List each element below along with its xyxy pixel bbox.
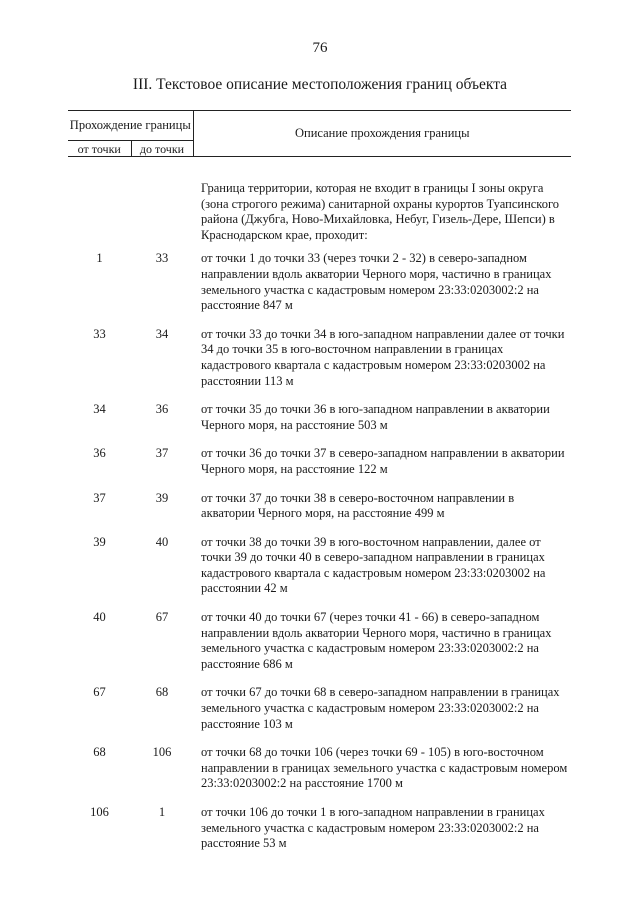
table-row: [68, 251, 571, 326]
table-header: [68, 111, 571, 157]
segment-description: от точки 68 до точки 106 (через точки 69 - 105) в юго-восточном направлении в границах земельного участка с кадастровым номером 23:33:0203002:2 на расстояние 1700 м: [201, 745, 568, 791]
segment-description: от точки 37 до точки 38 в северо-восточном направлении в акватории Черного моря, на расстояние 499 м: [201, 490, 515, 521]
table-row: [68, 535, 571, 610]
header-boundary-passage: Прохождение границы: [68, 111, 193, 141]
table-row: [68, 610, 571, 685]
from-point: 33: [93, 326, 106, 341]
table-row: [68, 327, 571, 402]
segment-description: от точки 33 до точки 34 в юго-западном направлении далее от точки 34 до точки 35 в юго-восточном направлении в границах кадастрового квартала с кадастровым номером 23:33:0203002 на расстоянии 113 м: [201, 326, 565, 388]
intro-text: Граница территории, которая не входит в границы I зоны округа (зона строгого режима) санитарной охраны курортов Туапсинского района (Джубга, Ново-Михайловка, Небуг, Гизель-Дере, Шепси) в Краснодарском крае, проходит:: [201, 181, 560, 242]
to-point: 37: [155, 446, 169, 461]
boundary-table: [68, 110, 571, 865]
from-point: 37: [93, 490, 106, 505]
page-number: 76: [312, 40, 328, 56]
segment-description: от точки 67 до точки 68 в северо-западном направлении в границах земельного участка с кадастровым номером 23:33:0203002:2 на расстояние 103 м: [201, 685, 560, 731]
from-point: 34: [93, 402, 106, 417]
table-row: [68, 745, 571, 805]
segment-description: от точки 38 до точки 39 в юго-восточном направлении, далее от точки 39 до точки 40 в северо-западном направлении в границах кадастрового квартала с кадастровым номером 23:33:0203002 на расстоянии 42 м: [201, 534, 546, 596]
segment-description: от точки 106 до точки 1 в юго-западном направлении в границах земельного участка с кадастровым номером 23:33:0203002:2 на расстояние 53 м: [201, 805, 545, 851]
from-point: 36: [93, 446, 106, 461]
header-from-point: от точки: [68, 141, 131, 157]
from-point: 67: [93, 685, 106, 700]
to-point: 68: [155, 685, 169, 700]
from-point: 1: [96, 251, 103, 266]
intro-row: [68, 157, 571, 252]
header-to-point: до точки: [131, 141, 193, 157]
from-point: 39: [93, 534, 106, 549]
to-point: 34: [155, 326, 169, 341]
segment-description: от точки 1 до точки 33 (через точки 2 - 32) в северо-западном направлении вдоль акватории Черного моря, частично в границах земельного участка с кадастровым номером 23:33:0203002:2 на расстояние 847 м: [201, 251, 552, 313]
table-row: [68, 402, 571, 446]
to-point: 33: [155, 251, 169, 266]
segment-description: от точки 40 до точки 67 (через точки 41 - 66) в северо-западном направлении вдоль акватории Черного моря, частично в границах земельного участка с кадастровым номером 23:33:0203002:2 на расстояние 686 м: [201, 610, 552, 671]
to-point: 106: [152, 745, 172, 760]
section-title: III. Текстовое описание местоположения границ объекта: [132, 76, 508, 93]
table-row: [68, 446, 571, 490]
to-point: 67: [155, 610, 169, 625]
segment-description: от точки 36 до точки 37 в северо-западном направлении в акватории Черного моря, на расстояние 122 м: [201, 446, 565, 476]
from-point: 40: [93, 610, 106, 625]
table-row: [68, 491, 571, 535]
table-row: [68, 685, 571, 745]
to-point: 36: [155, 402, 169, 417]
segment-description: от точки 35 до точки 36 в юго-западном направлении в акватории Черного моря, на расстояние 503 м: [201, 402, 550, 432]
header-description: Описание прохождения границы: [193, 111, 571, 157]
from-point: 106: [90, 805, 109, 819]
table-body: [68, 157, 571, 865]
to-point: 40: [155, 534, 169, 549]
to-point: 39: [155, 490, 169, 505]
from-point: 68: [93, 745, 106, 760]
table-row: [68, 805, 571, 865]
to-point: 1: [158, 805, 166, 819]
